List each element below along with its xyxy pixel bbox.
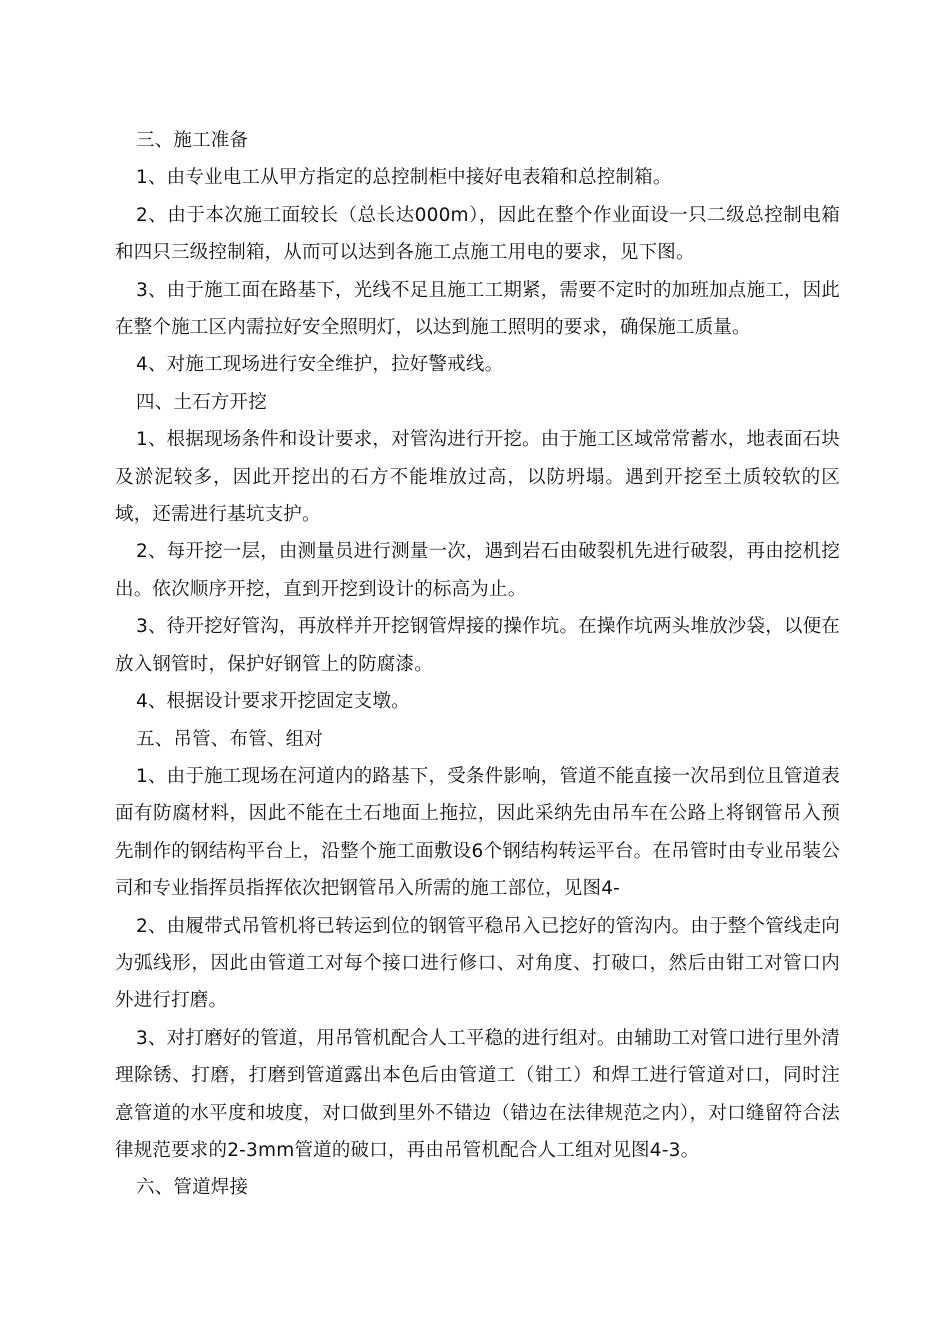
section-heading-pipe-laying: 五、吊管、布管、组对 <box>136 728 324 750</box>
paragraph: 3、对打磨好的管道，用吊管机配合人工平稳的进行组对。由辅助工对管口进行里外清理除锈、打磨，打磨到管道露出本色后由管道工（钳工）和焊工进行管道对口，同时注意管道的水平度和坡度，对口做到里外不错边（错边在法律规范之内），对口缝留符合法律规范要求的2-3mm管道的破口，再由吊管机配合人工组对见图4-3。 <box>115 1027 840 1161</box>
paragraph: 3、由于施工面在路基下，光线不足且施工工期紧，需要不定时的加班加点施工，因此在整个施工区内需拉好安全照明灯，以达到施工照明的要求，确保施工质量。 <box>115 279 840 339</box>
paragraph: 1、由专业电工从甲方指定的总控制柜中接好电表箱和总控制箱。 <box>136 167 672 189</box>
paragraph: 1、由于施工现场在河道内的路基下，受条件影响，管道不能直接一次吊到位且管道表面有防腐材料，因此不能在土石地面上拖拉，因此采纳先由吊车在公路上将钢管吊入预先制作的钢结构平台上，沿整个施工面敷设6个钢结构转运平台。在吊管时由专业吊装公司和专业指挥员指挥依次把钢管吊入所需的施工部位，见图4- <box>115 765 840 900</box>
paragraph: 4、对施工现场进行安全维护，拉好警戒线。 <box>136 354 504 376</box>
section-heading-welding: 六、管道焊接 <box>136 1177 249 1199</box>
paragraph: 2、由于本次施工面较长（总长达000m），因此在整个作业面设一只二级总控制电箱和四只三级控制箱，从而可以达到各施工点施工用电的要求，见下图。 <box>115 204 840 264</box>
paragraph: 1、根据现场条件和设计要求，对管沟进行开挖。由于施工区域常常蓄水，地表面石块及淤泥较多，因此开挖出的石方不能堆放过高，以防坍塌。遇到开挖至土质较软的区域，还需进行基坑支护。 <box>115 429 840 526</box>
paragraph: 4、根据设计要求开挖固定支墩。 <box>136 691 410 713</box>
section-heading-excavation: 四、土石方开挖 <box>136 391 267 413</box>
paragraph: 2、每开挖一层，由测量员进行测量一次，遇到岩石由破裂机先进行破裂，再由挖机挖出。依次顺序开挖，直到开挖到设计的标高为止。 <box>115 541 840 600</box>
section-heading-preparation: 三、施工准备 <box>136 130 249 151</box>
paragraph: 2、由履带式吊管机将已转运到位的钢管平稳吊入已挖好的管沟内。由于整个管线走向为弧线形，因此由管道工对每个接口进行修口、对角度、打破口，然后由钳工对管口内外进行打磨。 <box>115 915 840 1012</box>
paragraph: 3、待开挖好管沟，再放样并开挖钢管焊接的操作坑。在操作坑两头堆放沙袋，以便在放入钢管时，保护好钢管上的防腐漆。 <box>115 616 840 675</box>
document-body <box>115 122 840 1207</box>
